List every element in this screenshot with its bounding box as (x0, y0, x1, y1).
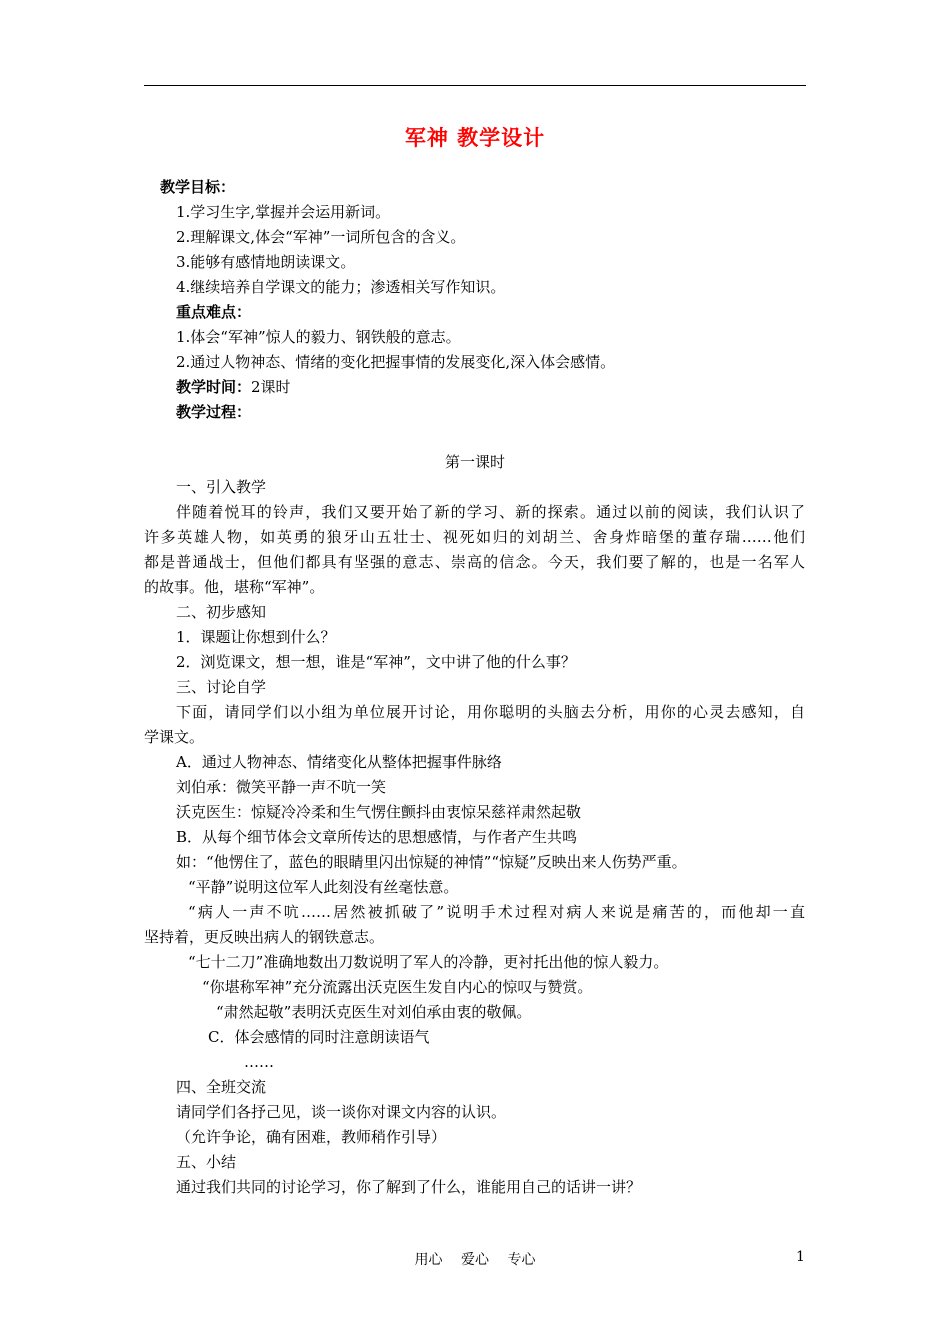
objectives-heading: 教学目标： (160, 178, 236, 196)
list-item: 1．课题让你想到什么？ (176, 628, 336, 646)
section-heading: 一、引入教学 (176, 478, 267, 496)
paragraph-line: （允许争论，确有困难，教师稍作引导） (176, 1128, 447, 1146)
paragraph-line: “你堪称军神”充分流露出沃克医生发自内心的惊叹与赞赏。 (202, 978, 593, 996)
objective-item: 2.理解课文,体会“军神”一词所包含的含义。 (176, 228, 466, 246)
teaching-time-value: 2课时 (251, 378, 291, 396)
section-heading: 二、初步感知 (176, 603, 267, 621)
paragraph-line: 刘伯承：微笑平静一声不吭一笑 (176, 778, 387, 796)
section-heading: 三、讨论自学 (176, 678, 267, 696)
header-rule (144, 85, 806, 86)
ellipsis: …… (244, 1053, 274, 1071)
teaching-time (176, 377, 291, 397)
paragraph-line: 请同学们各抒己见，谈一谈你对课文内容的认识。 (176, 1103, 507, 1121)
list-item: 2．浏览课文，想一想，谁是“军神”，文中讲了他的什么事？ (176, 653, 576, 671)
paragraph-line: “病人一声不吭……居然被抓破了”说明手术过程对病人来说是痛苦的，而他却一直 (188, 903, 805, 921)
paragraph-line: 坚持着，更反映出病人的钢铁意志。 (144, 928, 385, 946)
paragraph-line: “肃然起敬”表明沃克医生对刘伯承由衷的敬佩。 (216, 1003, 532, 1021)
difficulty-item: 2.通过人物神态、情绪的变化把握事情的发展变化,深入体会感情。 (176, 353, 616, 371)
paragraph-line: 许多英雄人物，如英勇的狼牙山五壮士、视死如归的刘胡兰、舍身炸暗堡的董存瑞……他们 (144, 528, 805, 546)
paragraph-line: 的故事。他，堪称“军神”。 (144, 578, 325, 596)
teaching-time-label: 教学时间： (176, 378, 252, 396)
objective-item: 1.学习生字,掌握并会运用新词。 (176, 203, 391, 221)
paragraph-line: “平静”说明这位军人此刻没有丝毫怯意。 (188, 878, 459, 896)
list-item: C．体会感情的同时注意朗读语气 (208, 1028, 430, 1046)
section-heading: 五、小结 (176, 1153, 237, 1171)
paragraph-line: 下面，请同学们以小组为单位展开讨论，用你聪明的头脑去分析，用你的心灵去感知，自 (176, 703, 805, 721)
paragraph-line: 伴随着悦耳的铃声，我们又要开始了新的学习、新的探索。通过以前的阅读，我们认识了 (176, 503, 805, 521)
difficulty-item: 1.体会“军神”惊人的毅力、钢铁般的意志。 (176, 328, 461, 346)
list-item: B．从每个细节体会文章所传达的思想感情，与作者产生共鸣 (176, 828, 578, 846)
paragraph-line: 沃克医生：惊疑冷冷柔和生气愣住颤抖由衷惊呆慈祥肃然起敬 (176, 803, 582, 821)
objective-item: 4.继续培养自学课文的能力；渗透相关写作知识。 (176, 278, 506, 296)
process-heading: 教学过程： (176, 403, 252, 421)
section-heading: 四、全班交流 (176, 1078, 267, 1096)
paragraph-line: 学课文。 (144, 728, 205, 746)
difficulties-heading: 重点难点： (176, 303, 252, 321)
paragraph-line: 通过我们共同的讨论学习，你了解到了什么，谁能用自己的话讲一讲？ (176, 1178, 642, 1196)
page-footer: 用心 爱心 专心 (414, 1252, 536, 1268)
lesson-heading: 第一课时 (444, 453, 505, 471)
paragraph-line: 都是普通战士，但他们都具有坚强的意志、崇高的信念。今天，我们要了解的，也是一名军人 (144, 553, 805, 571)
document-title: 军神 教学设计 (404, 126, 546, 150)
page-number: 1 (796, 1249, 805, 1265)
list-item: A．通过人物神态、情绪变化从整体把握事件脉络 (176, 753, 502, 771)
paragraph-line: “七十二刀”准确地数出刀数说明了军人的冷静，更衬托出他的惊人毅力。 (188, 953, 669, 971)
objective-item: 3.能够有感情地朗读课文。 (176, 253, 356, 271)
paragraph-line: 如：“他愣住了，蓝色的眼睛里闪出惊疑的神情”“惊疑”反映出来人伤势严重。 (176, 853, 687, 871)
